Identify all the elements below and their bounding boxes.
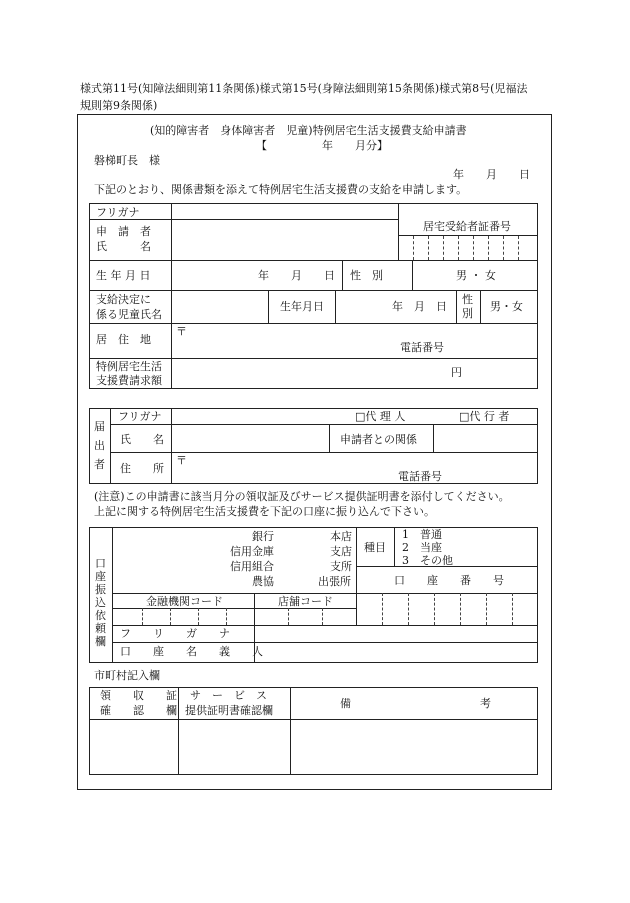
service-label-2: 提供証明書確認欄 [185,704,273,717]
inst-type-shinkin: 信用金庫 [230,545,274,558]
bank-side-char: 口 [95,557,106,570]
cert-number-label: 居宅受給者証番号 [423,220,511,233]
child-sex-label-2: 別 [462,307,473,320]
inst-type-kumiai: 信用組合 [230,560,274,573]
applicant-name-label-2: 氏 名 [96,240,151,253]
account-kind-other: 3 その他 [402,554,453,567]
yen-unit: 円 [451,366,462,379]
notifier-side-3: 者 [94,458,105,471]
notifier-phone-label: 電話番号 [398,470,442,483]
branch-type-agency: 出張所 [318,575,351,588]
child-name-label-1: 支給決定に [96,293,151,306]
bank-side-char: 欄 [95,635,106,648]
inst-code-label: 金融機関コード [146,595,223,608]
notifier-side-2: 出 [94,439,105,452]
notifier-side-1: 届 [94,420,105,433]
child-sex-value: 男・女 [490,300,523,313]
note-line-2: 上記に関する特例居宅生活支援費を下記の口座に振り込んで下さい。 [94,505,435,518]
notifier-address-label: 住 所 [120,462,164,475]
applicant-furigana-label: フリガナ [96,206,140,219]
receipt-label-1: 領 収 証 [100,689,177,702]
agent-checkbox[interactable]: □代 理 人 [355,410,406,423]
account-kind-label: 種目 [364,541,386,554]
form-number-line1: 様式第11号(知障法細則第11条関係)様式第15号(身障法細則第15条関係)様式第8号(児福法 [80,82,528,95]
page-title: (知的障害者 身体障害者 児童)特例居宅生活支援費支給申請書 [150,124,467,137]
sex-value: 男 ・ 女 [456,269,496,282]
child-sex-label-1: 性 [462,293,473,306]
proxy-checkbox[interactable]: □代 行 者 [459,410,510,423]
bank-side-char: 座 [95,570,106,583]
dob-value: 年 月 日 [258,269,335,282]
postal-mark: 〒 [176,325,187,338]
date-line: 年 月 日 [453,168,530,181]
account-kind-ordinary: 1 普通 [402,528,442,541]
claim-label-1: 特例居宅生活 [96,360,162,373]
service-label-1: サ ー ビ ス [190,689,267,702]
bank-side-char: 頼 [95,622,106,635]
bank-side-char: 込 [95,596,106,609]
branch-type-office: 支所 [330,560,352,573]
relation-label: 申請者との関係 [340,433,417,446]
child-name-label-2: 係る児童氏名 [96,308,162,321]
branch-code-label: 店舗コード [278,595,333,608]
account-kind-current: 2 当座 [402,541,442,554]
account-number-label: 口 座 番 号 [394,574,504,587]
child-dob-value: 年 月 日 [392,300,447,313]
note-line-1: (注意)この申請書に該当月分の領収証及びサービス提供証明書を添付してください。 [94,490,510,503]
account-holder-label: 口 座 名 義 人 [120,645,263,658]
bank-side-char: 振 [95,583,106,596]
period-line: 【 年 月分】 [256,139,388,152]
municipal-heading: 市町村記入欄 [94,669,160,682]
phone-label: 電話番号 [400,341,444,354]
dob-label: 生 年 月 日 [96,269,151,282]
sex-label: 性 別 [350,269,383,282]
form-number-line2: 規則第9条関係) [80,99,158,112]
bank-furigana-label: フ リ ガ ナ [120,627,230,640]
inst-type-nokyo: 農協 [252,575,274,588]
remarks-label-1: 備 [340,697,351,710]
receipt-label-2: 確 認 欄 [100,704,177,717]
claim-label-2: 支援費請求額 [96,374,162,387]
notifier-name-label: 氏 名 [120,433,164,446]
branch-type-main: 本店 [330,530,352,543]
bank-side-char: 依 [95,609,106,622]
addressee: 磐梯町長 様 [94,154,160,167]
inst-type-bank: 銀行 [252,530,274,543]
notifier-postal-mark: 〒 [176,454,187,467]
notifier-furigana-label: フリガナ [118,410,162,423]
child-dob-label: 生年月日 [280,300,324,313]
address-label: 居 住 地 [96,333,151,346]
intro-text: 下記のとおり、関係書類を添えて特例居宅生活支援費の支給を申請します。 [94,183,468,196]
remarks-label-2: 考 [480,697,491,710]
applicant-name-label-1: 申 請 者 [96,225,151,238]
branch-type-branch: 支店 [330,545,352,558]
